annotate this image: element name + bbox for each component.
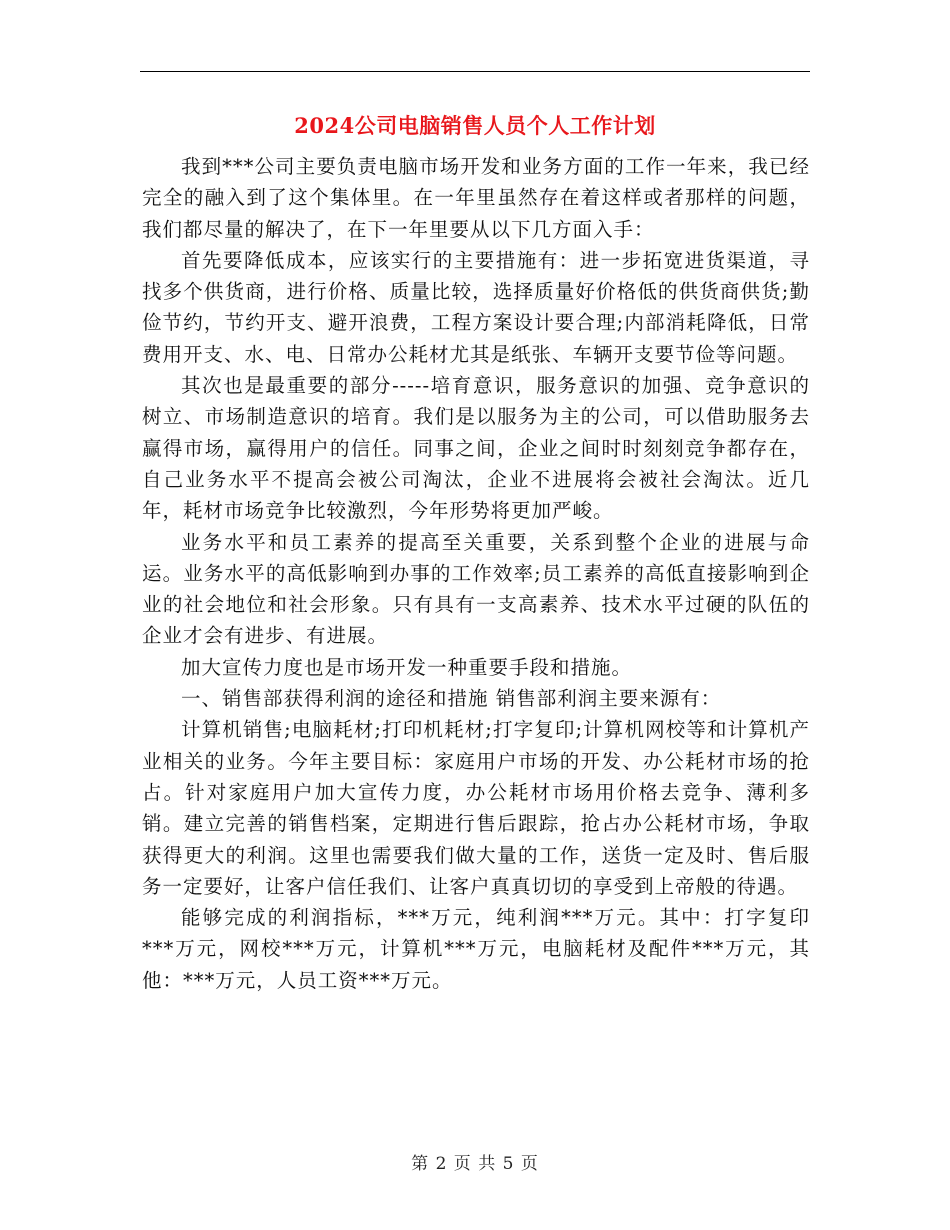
paragraph-intro: 我到***公司主要负责电脑市场开发和业务方面的工作一年来，我已经完全的融入到了这个集体里。在一年里虽然存在着这样或者那样的问题，我们都尽量的解决了，在下一年里要从以下几方面入手： [142,155,810,241]
document-title: 2024公司电脑销售人员个人工作计划 [294,113,656,138]
paragraph-service-awareness: 其次也是最重要的部分-----培育意识，服务意识的加强、竞争意识的树立、市场制造意识的培育。我们是以服务为主的公司，可以借助服务去赢得市场，赢得用户的信任。同事之间，企业之间时时刻刻竞争都存在，自己业务水平不提高会被公司淘汰，企业不进展将会被社会淘汰。近几年，耗材市场竞争比较激烈，今年形势将更加严峻。 [142,374,810,523]
page-number-footer: 第 2 页 共 5 页 [411,1154,539,1174]
paragraph-staff-quality: 业务水平和员工素养的提高至关重要，关系到整个企业的进展与命运。业务水平的高低影响到办事的工作效率;员工素养的高低直接影响到企业的社会地位和社会形象。只有具有一支高素养、技术水平过硬的队伍的企业才会有进步、有进展。 [142,530,810,648]
paragraph-profit-sources: 计算机销售;电脑耗材;打印机耗材;打字复印;计算机网校等和计算机产业相关的业务。今年主要目标：家庭用户市场的开发、办公耗材市场的抢占。针对家庭用户加大宣传力度，办公耗材市场用价格去竞争、薄利多销。建立完善的销售档案，定期进行售后跟踪，抢占办公耗材市场，争取获得更大的利润。这里也需要我们做大量的工作，送货一定及时、售后服务一定要好，让客户信任我们、让客户真真切切的享受到上帝般的待遇。 [142,718,810,898]
paragraph-reduce-cost: 首先要降低成本，应该实行的主要措施有：进一步拓宽进货渠道，寻找多个供货商，进行价格、质量比较，选择质量好价格低的供货商供货;勤俭节约，节约开支、避开浪费，工程方案设计要合理;内部消耗降低，日常费用开支、水、电、日常办公耗材尤其是纸张、车辆开支要节俭等问题。 [142,248,810,366]
document-body [142,151,810,996]
paragraph-section-heading: 一、销售部获得利润的途径和措施 销售部利润主要来源有： [181,687,722,711]
paragraph-publicity: 加大宣传力度也是市场开发一种重要手段和措施。 [181,655,633,679]
paragraph-profit-targets: 能够完成的利润指标，***万元，纯利润***万元。其中：打字复印***万元，网校***万元，计算机***万元，电脑耗材及配件***万元，其他：***万元，人员工资***万元。 [142,906,810,992]
header-rule [140,71,810,72]
